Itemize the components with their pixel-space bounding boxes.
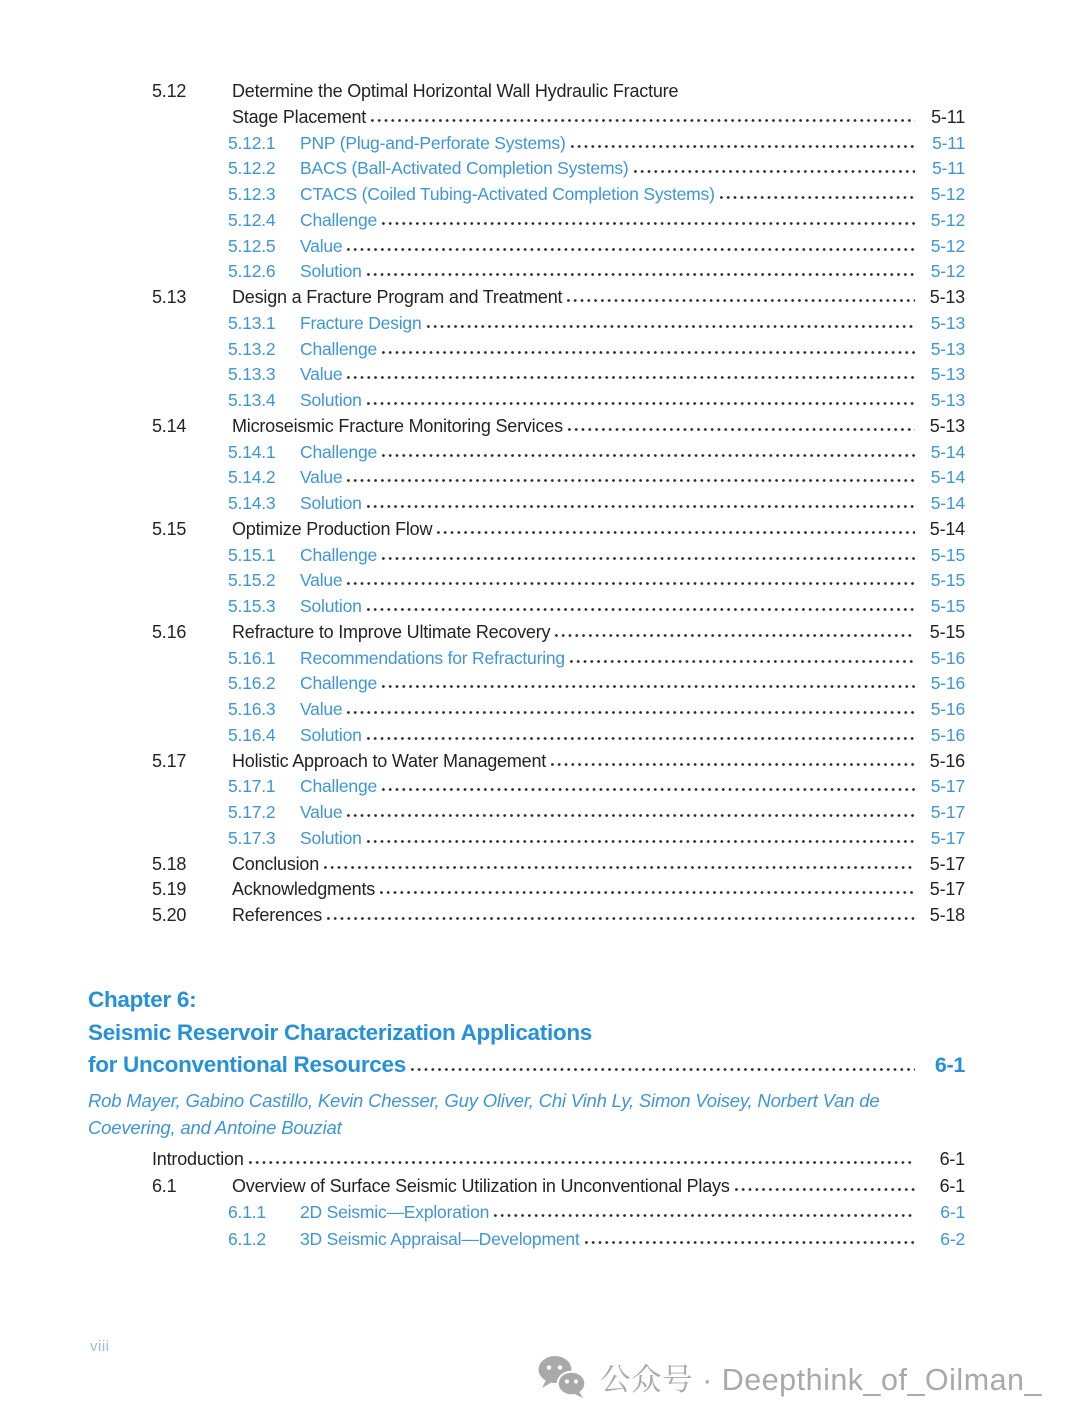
- dot-leader: [365, 504, 915, 509]
- toc-entry-page: 5-17: [930, 827, 965, 848]
- toc-entry-number: 5.13.3: [228, 364, 276, 385]
- toc-entry-number: 6.1.1: [228, 1202, 266, 1223]
- toc-entry-title: Challenge: [300, 776, 378, 797]
- toc-entry-page: 5-14: [930, 493, 965, 513]
- toc-row: [152, 337, 965, 363]
- toc-row: [152, 671, 965, 697]
- toc-entry-number: 5.15: [152, 518, 187, 539]
- toc-entry-number: 5.12.1: [228, 132, 276, 153]
- dot-leader: [380, 787, 915, 792]
- toc-entry-page: 5-11: [932, 158, 965, 179]
- toc-entry-title: PNP (Plug-and-Perforate Systems): [300, 132, 566, 153]
- dot-leader: [365, 736, 915, 741]
- dot-leader: [492, 1213, 915, 1218]
- toc-entry-title: Microseismic Fracture Monitoring Services: [232, 415, 563, 436]
- toc-entry-title: 2D Seismic—Exploration: [300, 1202, 490, 1223]
- toc-entry-title: Solution: [300, 390, 362, 410]
- toc-entry-page: 5-17: [929, 853, 965, 874]
- toc-entry-title: BACS (Ball-Activated Completion Systems): [300, 158, 629, 179]
- toc-row: [152, 105, 965, 131]
- dot-leader: [632, 169, 916, 174]
- chapter5-toc-list: [152, 79, 965, 929]
- chapter6-title-line1: Seismic Reservoir Characterization Applications: [88, 1019, 592, 1045]
- watermark-text: 公众号 · Deepthink_of_Oilman_: [600, 1363, 1042, 1397]
- toc-entry-number: 6.1.2: [228, 1228, 266, 1249]
- toc-entry-page: 5-13: [930, 390, 965, 410]
- toc-row: [152, 259, 965, 285]
- toc-entry-page: 5-14: [930, 441, 965, 462]
- toc-entry-number: 5.16.1: [228, 647, 276, 668]
- toc-entry-page: 5-12: [930, 235, 965, 256]
- toc-entry-title: Challenge: [300, 209, 378, 230]
- dot-leader: [365, 607, 915, 612]
- dot-leader: [345, 813, 915, 818]
- toc-entry-page: 5-16: [930, 699, 965, 719]
- toc-entry-page: 5-17: [930, 802, 965, 822]
- dot-leader: [409, 1067, 915, 1072]
- toc-entry-title: Challenge: [300, 338, 378, 359]
- toc-entry-number: 5.13.2: [228, 338, 276, 359]
- toc-row: [152, 1200, 965, 1227]
- chapter6-title-line2: for Unconventional Resources: [88, 1052, 406, 1078]
- toc-row: [152, 903, 965, 929]
- toc-entry-number: 5.16.4: [228, 724, 276, 745]
- toc-entry-page: 5-14: [930, 467, 965, 488]
- wechat-icon: [537, 1355, 587, 1399]
- authors-line: Rob Mayer, Gabino Castillo, Kevin Chesser, Guy Oliver, Chi Vinh Ly, Simon Voisey, Norbert Van de: [88, 1090, 880, 1111]
- toc-entry-page: 5-16: [930, 673, 965, 694]
- toc-row: [152, 285, 965, 311]
- toc-entry-title: Optimize Production Flow: [232, 518, 433, 539]
- dot-leader: [345, 710, 915, 715]
- toc-entry-title: Value: [300, 699, 343, 719]
- dot-leader: [566, 427, 915, 432]
- toc-entry-number: 5.12.6: [228, 261, 276, 282]
- toc-row: [152, 852, 965, 878]
- toc-row: [152, 826, 965, 852]
- chapter6-title-row: [88, 1049, 965, 1082]
- toc-entry-page: 5-17: [930, 776, 965, 797]
- toc-row: [152, 491, 965, 517]
- toc-row: [152, 620, 965, 646]
- toc-entry-page: 5-15: [930, 596, 965, 616]
- dot-leader: [369, 118, 915, 123]
- toc-entry-title: Introduction: [152, 1149, 244, 1169]
- toc-entry-page: 5-12: [930, 184, 965, 204]
- toc-row: [152, 1174, 965, 1201]
- toc-row: [152, 723, 965, 749]
- toc-row: [152, 594, 965, 620]
- toc-row: [152, 182, 965, 208]
- watermark: [537, 1350, 1042, 1404]
- toc-entry-page: 5-14: [929, 518, 965, 539]
- dot-leader: [549, 762, 915, 767]
- toc-entry-title: 3D Seismic Appraisal—Development: [300, 1228, 580, 1249]
- toc-entry-page: 5-12: [930, 261, 965, 282]
- dot-leader: [569, 144, 915, 149]
- toc-entry-number: 5.16.3: [228, 699, 276, 719]
- dot-leader: [425, 324, 916, 329]
- dot-leader: [435, 530, 915, 535]
- toc-row: [152, 465, 965, 491]
- dot-leader: [583, 1240, 915, 1245]
- dot-leader: [378, 890, 915, 895]
- toc-entry-title: Fracture Design: [300, 312, 422, 333]
- toc-entry-number: 5.12.3: [228, 184, 276, 204]
- toc-entry-number: 5.14.3: [228, 493, 276, 513]
- dot-leader: [345, 478, 915, 483]
- toc-entry-number: 5.13.4: [228, 390, 276, 410]
- toc-entry-title: Solution: [300, 493, 362, 513]
- chapter6-label: Chapter 6:: [88, 987, 197, 1012]
- toc-entry-page: 5-13: [929, 415, 965, 436]
- toc-entry-page: 5-15: [930, 544, 965, 565]
- toc-entry-page: 5-17: [929, 879, 965, 900]
- toc-entry-title: Challenge: [300, 441, 378, 462]
- toc-entry-number: 5.15.2: [228, 570, 276, 591]
- toc-entry-number: 5.17.2: [228, 802, 276, 822]
- toc-row: [152, 79, 965, 105]
- toc-row: [152, 440, 965, 466]
- toc-entry-page: 5-13: [930, 364, 965, 385]
- toc-entry-page: 5-18: [929, 905, 965, 925]
- folio-page-number: viii: [90, 1338, 110, 1355]
- toc-entry-page: 5-13: [930, 338, 965, 359]
- dot-leader: [565, 298, 915, 303]
- toc-row: [152, 362, 965, 388]
- dot-leader: [733, 1187, 915, 1192]
- toc-entry-number: 5.17.1: [228, 776, 276, 797]
- toc-row: [152, 1147, 965, 1174]
- dot-leader: [365, 839, 915, 844]
- toc-entry-title: Challenge: [300, 544, 378, 565]
- authors-line: Coevering, and Antoine Bouziat: [88, 1116, 342, 1138]
- dot-leader: [380, 221, 915, 226]
- toc-entry-page: 6-1: [939, 1149, 965, 1169]
- toc-entry-number: 5.12.4: [228, 209, 276, 230]
- toc-entry-page: 5-15: [929, 621, 965, 642]
- toc-entry-number: 5.19: [152, 879, 187, 900]
- chapter6-heading: [88, 984, 965, 1082]
- toc-row: [152, 749, 965, 775]
- toc-entry-title: Solution: [300, 596, 362, 616]
- dot-leader: [380, 684, 915, 689]
- toc-entry-number: 5.13: [152, 287, 187, 307]
- dot-leader: [380, 350, 915, 355]
- toc-entry-title: Value: [300, 570, 343, 591]
- toc-row: [152, 388, 965, 414]
- toc-entry-number: 5.17.3: [228, 827, 276, 848]
- toc-entry-page: 5-16: [930, 724, 965, 745]
- dot-leader: [325, 916, 915, 921]
- dot-leader: [345, 247, 915, 252]
- toc-row: [152, 543, 965, 569]
- toc-row: [152, 800, 965, 826]
- toc-entry-title: Solution: [300, 261, 362, 282]
- toc-entry-title: Challenge: [300, 673, 378, 694]
- toc-entry-number: 5.15.1: [228, 544, 276, 565]
- toc-entry-title: Solution: [300, 724, 362, 745]
- toc-entry-title: Conclusion: [232, 853, 320, 874]
- toc-entry-page: 6-1: [940, 1202, 965, 1223]
- toc-entry-title: Recommendations for Refracturing: [300, 647, 565, 668]
- toc-row: [152, 877, 965, 903]
- toc-entry-page: 5-11: [932, 132, 965, 153]
- toc-entry-number: 5.16: [152, 621, 187, 642]
- toc-entry-page: 5-15: [930, 570, 965, 591]
- toc-entry-title: Stage Placement: [232, 106, 367, 127]
- toc-entry-title: Design a Fracture Program and Treatment: [232, 287, 563, 307]
- toc-entry-title: Determine the Optimal Horizontal Wall Hydraulic Fracture: [232, 81, 679, 101]
- toc-row: [152, 774, 965, 800]
- toc-entry-number: 6.1: [152, 1175, 177, 1196]
- toc-row: [152, 131, 965, 157]
- toc-entry-page: 5-16: [930, 647, 965, 668]
- toc-entry-number: 5.12.2: [228, 158, 276, 179]
- toc-row: [152, 1227, 965, 1254]
- toc-entry-title: CTACS (Coiled Tubing-Activated Completion Systems): [300, 184, 715, 204]
- toc-row: [152, 156, 965, 182]
- toc-row: [152, 646, 965, 672]
- dot-leader: [365, 401, 915, 406]
- toc-entry-title: Value: [300, 467, 343, 488]
- toc-entry-number: 5.14: [152, 415, 187, 436]
- toc-entry-title: Value: [300, 235, 343, 256]
- dot-leader: [345, 581, 915, 586]
- toc-entry-number: 5.14.2: [228, 467, 276, 488]
- toc-row: [152, 234, 965, 260]
- toc-row: [152, 208, 965, 234]
- toc-entry-page: 5-12: [930, 209, 965, 230]
- toc-entry-page: 5-16: [929, 750, 965, 771]
- toc-entry-number: 5.14.1: [228, 441, 276, 462]
- toc-entry-number: 5.17: [152, 750, 187, 771]
- toc-entry-page: 6-2: [940, 1228, 965, 1249]
- toc-entry-number: 5.16.2: [228, 673, 276, 694]
- dot-leader: [718, 195, 915, 200]
- dot-leader: [322, 865, 915, 870]
- dot-leader: [553, 633, 915, 638]
- toc-entry-number: 5.18: [152, 853, 187, 874]
- dot-leader: [345, 375, 915, 380]
- toc-entry-title: Holistic Approach to Water Management: [232, 750, 547, 771]
- toc-entry-page: 5-13: [929, 287, 965, 307]
- dot-leader: [365, 272, 915, 277]
- toc-row: [152, 414, 965, 440]
- toc-entry-title: Acknowledgments: [232, 879, 376, 900]
- toc-entry-title: Overview of Surface Seismic Utilization in Unconventional Plays: [232, 1175, 730, 1196]
- toc-entry-number: 5.12.5: [228, 235, 276, 256]
- toc-row: [152, 697, 965, 723]
- toc-entry-title: Refracture to Improve Ultimate Recovery: [232, 621, 551, 642]
- toc-entry-title: Value: [300, 364, 343, 385]
- toc-entry-page: 6-1: [939, 1175, 965, 1196]
- toc-entry-page: 5-11: [931, 106, 965, 127]
- chapter6-authors: [88, 1088, 948, 1141]
- toc-entry-title: Solution: [300, 827, 362, 848]
- dot-leader: [380, 453, 915, 458]
- toc-entry-number: 5.12: [152, 81, 187, 101]
- toc-entry-page: 5-13: [930, 312, 965, 333]
- toc-entry-title: References: [232, 905, 323, 925]
- toc-entry-number: 5.15.3: [228, 596, 276, 616]
- dot-leader: [568, 659, 915, 664]
- chapter6-page-number: 6-1: [934, 1053, 965, 1078]
- toc-row: [152, 517, 965, 543]
- dot-leader: [380, 556, 915, 561]
- toc-entry-number: 5.13.1: [228, 312, 276, 333]
- dot-leader: [247, 1160, 915, 1165]
- toc-row: [152, 311, 965, 337]
- chapter6-toc-list: [152, 1147, 965, 1253]
- toc-entry-number: 5.20: [152, 905, 187, 925]
- toc-entry-title: Value: [300, 802, 343, 822]
- toc-row: [152, 568, 965, 594]
